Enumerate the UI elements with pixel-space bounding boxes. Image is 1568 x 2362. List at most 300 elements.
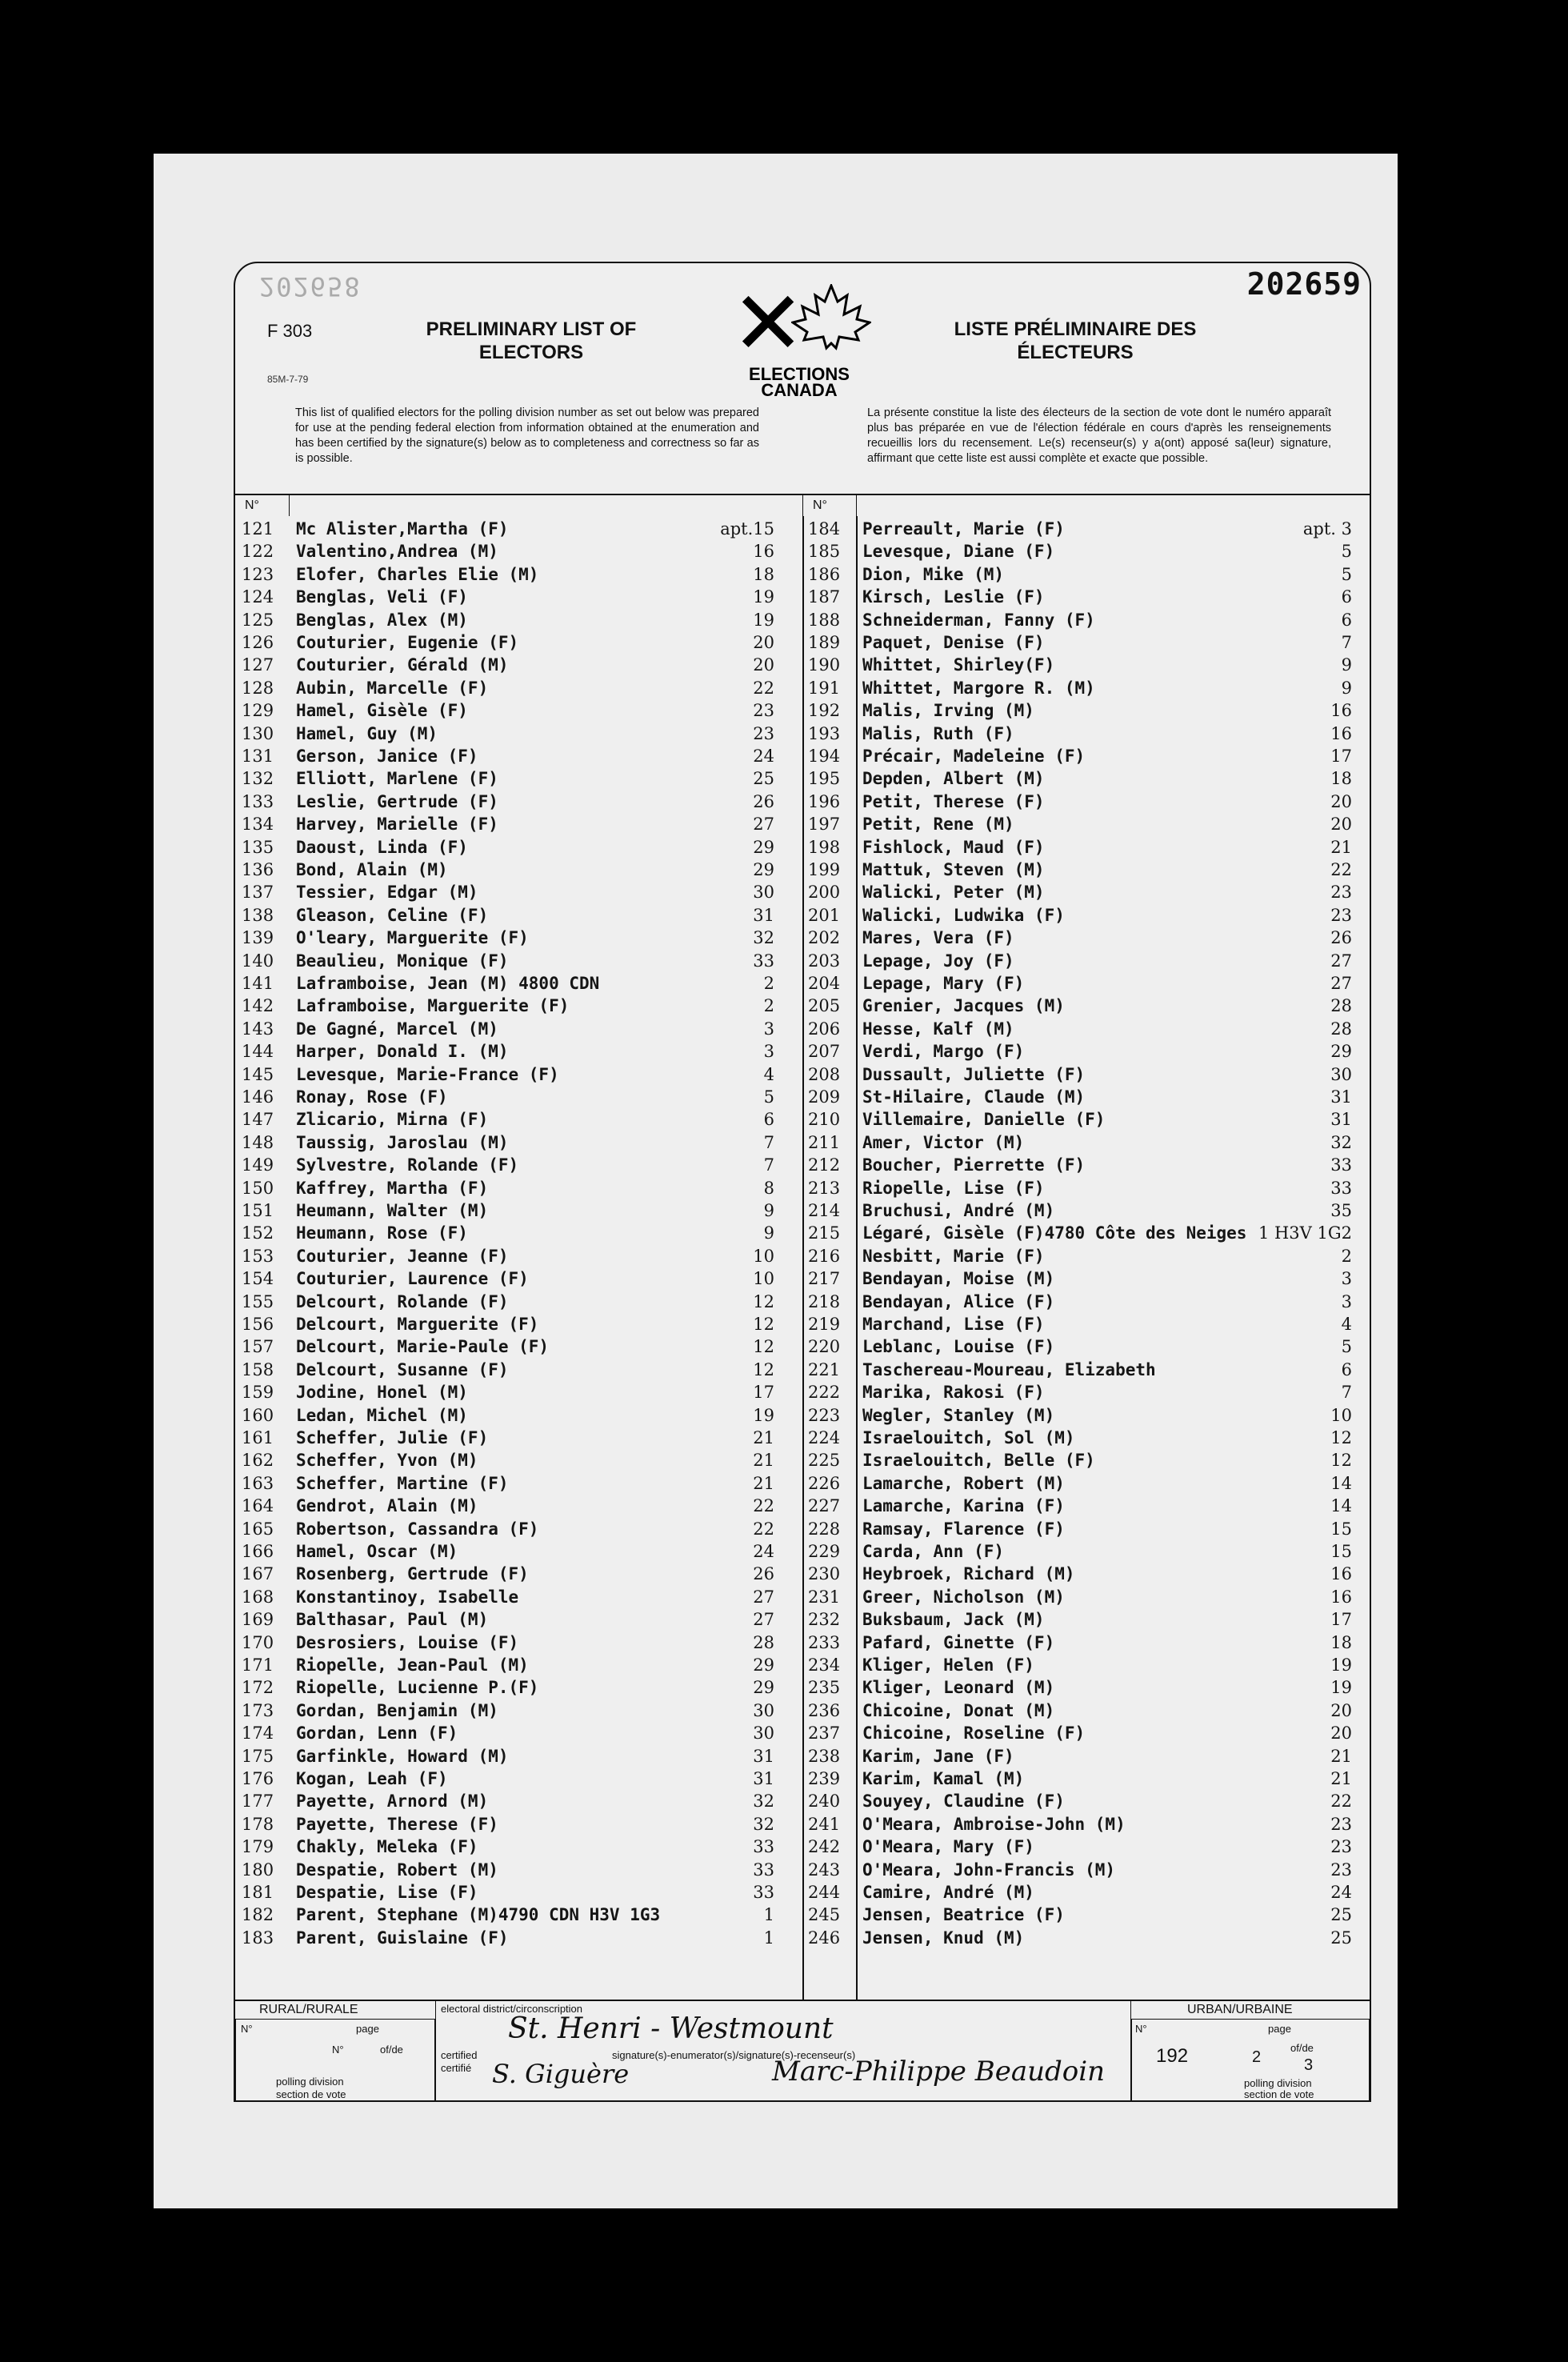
elector-name: Konstantinoy, Isabelle	[296, 1587, 519, 1607]
elector-name: Camire, André (M)	[862, 1883, 1034, 1902]
elector-apartment: 3	[763, 1042, 774, 1062]
elector-number: 186	[808, 564, 841, 584]
logo-line-canada: CANADA	[761, 380, 838, 400]
elector-apartment: 23	[753, 701, 774, 721]
elector-apartment: 19	[753, 1405, 774, 1425]
elector-number: 213	[808, 1178, 841, 1198]
elector-apartment: 23	[1330, 1860, 1352, 1880]
elector-number: 188	[808, 610, 841, 630]
elector-name: Valentino,Andrea (M)	[296, 542, 498, 562]
elector-apartment: 16	[753, 542, 774, 562]
elector-row	[242, 1292, 794, 1315]
elector-name: Balthasar, Paul (M)	[296, 1610, 489, 1630]
elector-row	[808, 1179, 1360, 1201]
elector-name: Levesque, Diane (F)	[862, 542, 1055, 562]
elector-name: Bruchusi, André (M)	[862, 1201, 1055, 1220]
elector-row	[242, 1179, 794, 1201]
elector-number: 209	[808, 1087, 841, 1107]
number-header-left: N°	[235, 495, 290, 516]
elector-name: Petit, Rene (M)	[862, 815, 1014, 835]
elector-row	[808, 1223, 1360, 1246]
elector-name: Kogan, Leah (F)	[296, 1769, 448, 1788]
elector-number: 131	[242, 747, 274, 766]
elector-apartment: 15	[1330, 1519, 1352, 1539]
elector-name: Grenier, Jacques (M)	[862, 996, 1065, 1016]
elector-row	[808, 1292, 1360, 1315]
elector-apartment: 20	[1330, 1700, 1352, 1720]
rural-of-label: of/de	[380, 2044, 403, 2056]
elector-row	[808, 1496, 1360, 1519]
elector-name: Heybroek, Richard (M)	[862, 1564, 1075, 1584]
elector-name: Jensen, Knud (M)	[862, 1928, 1025, 1948]
elector-name: Gordan, Lenn (F)	[296, 1723, 458, 1743]
elector-number: 243	[808, 1860, 841, 1880]
elector-name: Ronay, Rose (F)	[296, 1087, 448, 1107]
elector-name: O'leary, Marguerite (F)	[296, 928, 529, 948]
elector-name: Israelouitch, Belle (F)	[862, 1451, 1095, 1471]
elector-apartment: 27	[1330, 974, 1352, 993]
elector-row	[242, 655, 794, 678]
elector-name: Lamarche, Karina (F)	[862, 1496, 1065, 1516]
elector-row	[808, 1815, 1360, 1837]
certified-label: certified	[441, 2049, 478, 2061]
elector-row	[808, 860, 1360, 883]
elector-name: Perreault, Marie (F)	[862, 519, 1065, 538]
elector-name: Précair, Madeleine (F)	[862, 747, 1086, 766]
elector-apartment: 18	[1330, 1632, 1352, 1652]
elector-row	[242, 633, 794, 655]
elector-apartment: 12	[753, 1337, 774, 1357]
elector-number: 151	[242, 1201, 274, 1220]
elector-row	[242, 1678, 794, 1700]
elector-apartment: 20	[753, 633, 774, 652]
elector-name: Hamel, Oscar (M)	[296, 1542, 458, 1561]
elector-row	[242, 1496, 794, 1519]
elector-apartment: 23	[753, 723, 774, 743]
elector-number: 165	[242, 1519, 274, 1539]
serial-number-mirrored: 202658	[259, 271, 362, 302]
elector-row	[808, 587, 1360, 610]
elector-number: 137	[242, 883, 274, 903]
elector-number: 233	[808, 1632, 841, 1652]
elector-row	[808, 1860, 1360, 1883]
elector-name: Riopelle, Lise (F)	[862, 1178, 1045, 1198]
elector-row	[808, 1633, 1360, 1655]
elector-name: Scheffer, Martine (F)	[296, 1473, 509, 1493]
elector-name: Delcourt, Rolande (F)	[296, 1291, 509, 1311]
elector-name: Marchand, Lise (F)	[862, 1315, 1045, 1334]
elector-apartment: 33	[1330, 1155, 1352, 1175]
rural-box	[235, 2019, 435, 2102]
elector-apartment: 3	[1341, 1291, 1352, 1311]
elector-row	[242, 1110, 794, 1132]
elector-number: 152	[242, 1223, 274, 1243]
elections-canada-logo	[723, 272, 875, 400]
elector-name: Greer, Nicholson (M)	[862, 1587, 1065, 1607]
elector-apartment: 6	[1341, 587, 1352, 607]
elector-apartment: 9	[1341, 655, 1352, 675]
elector-number: 236	[808, 1700, 841, 1720]
elector-number: 212	[808, 1155, 841, 1175]
elector-apartment: 25	[1330, 1928, 1352, 1948]
elector-number: 147	[242, 1110, 274, 1130]
polling-division-number: 192	[1156, 2045, 1189, 2067]
elector-apartment: 10	[753, 1269, 774, 1289]
elector-number: 173	[242, 1700, 274, 1720]
elector-apartment: 30	[753, 883, 774, 903]
elector-name: Heumann, Rose (F)	[296, 1223, 468, 1243]
elector-row	[808, 1428, 1360, 1451]
elector-row	[808, 974, 1360, 996]
elector-number: 140	[242, 951, 274, 971]
elector-row	[808, 1474, 1360, 1496]
elector-number: 182	[242, 1905, 274, 1925]
elector-apartment: 31	[753, 1769, 774, 1788]
elector-apartment: 9	[763, 1201, 774, 1220]
elector-row	[808, 1247, 1360, 1269]
elector-name: Leblanc, Louise (F)	[862, 1337, 1055, 1357]
elector-name: Tessier, Edgar (M)	[296, 883, 478, 903]
elector-name: Levesque, Marie-France (F)	[296, 1064, 559, 1084]
elector-row	[242, 1701, 794, 1723]
elector-apartment: 28	[1330, 1019, 1352, 1039]
elector-name: Souyey, Claudine (F)	[862, 1792, 1065, 1812]
elector-apartment: 30	[753, 1700, 774, 1720]
elector-row	[242, 1406, 794, 1428]
elector-number: 144	[242, 1042, 274, 1062]
elector-name: Whittet, Margore R. (M)	[862, 678, 1095, 698]
elector-apartment: 5	[1341, 1337, 1352, 1357]
elector-row	[808, 1928, 1360, 1951]
elector-number: 180	[242, 1860, 274, 1880]
elector-apartment: 33	[753, 1860, 774, 1880]
elector-number: 228	[808, 1519, 841, 1539]
elector-number: 127	[242, 655, 274, 675]
elector-apartment: 19	[1330, 1678, 1352, 1698]
x-mark-icon: ✕	[731, 272, 806, 374]
elector-row	[242, 1905, 794, 1928]
elector-name: Schneiderman, Fanny (F)	[862, 610, 1095, 630]
elector-name: Verdi, Margo (F)	[862, 1042, 1025, 1062]
elector-apartment: 26	[753, 1564, 774, 1584]
elector-apartment: 5	[1341, 542, 1352, 562]
elector-name: Aubin, Marcelle (F)	[296, 678, 489, 698]
elector-apartment: 18	[1330, 769, 1352, 789]
elector-name: Couturier, Laurence (F)	[296, 1269, 529, 1289]
elector-apartment: apt. 3	[1302, 519, 1352, 538]
elector-name: Delcourt, Marie-Paule (F)	[296, 1337, 550, 1357]
elector-number: 136	[242, 860, 274, 879]
elector-number: 230	[808, 1564, 841, 1584]
elector-number: 134	[242, 815, 274, 835]
elector-name: Daoust, Linda (F)	[296, 837, 468, 857]
elector-apartment: 12	[753, 1315, 774, 1334]
elector-row	[242, 951, 794, 974]
elector-apartment: 12	[1330, 1451, 1352, 1471]
elector-name: Taschereau-Moureau, Elizabeth	[862, 1359, 1156, 1379]
elector-number: 141	[242, 974, 274, 993]
elector-name: Ramsay, Flarence (F)	[862, 1519, 1065, 1539]
elector-apartment: 6	[763, 1110, 774, 1130]
elector-row	[808, 769, 1360, 791]
elector-row	[808, 1155, 1360, 1178]
elector-apartment: 28	[1330, 996, 1352, 1016]
elector-row	[808, 1360, 1360, 1383]
elector-name: O'Meara, Mary (F)	[862, 1837, 1034, 1857]
elector-apartment: 23	[1330, 905, 1352, 925]
elector-name: Mares, Vera (F)	[862, 928, 1014, 948]
elector-number: 169	[242, 1610, 274, 1630]
elector-row	[808, 542, 1360, 564]
elector-name: Bendayan, Moise (M)	[862, 1269, 1055, 1289]
elector-row	[242, 1610, 794, 1632]
elector-apartment: 1	[763, 1928, 774, 1948]
elector-row	[808, 1315, 1360, 1337]
elector-apartment: 29	[1330, 1042, 1352, 1062]
elector-apartment: 27	[1330, 951, 1352, 971]
elector-row	[808, 1019, 1360, 1042]
serial-number: 202659	[1246, 266, 1362, 302]
elector-name: Gendrot, Alain (M)	[296, 1496, 478, 1516]
elector-number: 234	[808, 1655, 841, 1675]
elector-number: 222	[808, 1383, 841, 1403]
column-divider-center	[802, 516, 804, 2000]
elector-apartment: 22	[1330, 860, 1352, 879]
elector-name: Parent, Stephane (M)4790 CDN H3V 1G3	[296, 1905, 661, 1925]
elector-row	[242, 769, 794, 791]
elector-row	[242, 1337, 794, 1359]
elector-number: 164	[242, 1496, 274, 1516]
elector-apartment: 7	[1341, 633, 1352, 652]
elector-row	[808, 1519, 1360, 1542]
elector-apartment: 21	[1330, 1769, 1352, 1788]
elector-row	[242, 1201, 794, 1223]
elector-number: 217	[808, 1269, 841, 1289]
elector-number: 208	[808, 1064, 841, 1084]
elector-number: 158	[242, 1359, 274, 1379]
elector-apartment: 33	[753, 951, 774, 971]
elector-number: 170	[242, 1632, 274, 1652]
elector-number: 246	[808, 1928, 841, 1948]
elector-row	[808, 747, 1360, 769]
elector-number: 167	[242, 1564, 274, 1584]
elector-row	[808, 815, 1360, 837]
intro-english: This list of qualified electors for the polling division number as set out below was prepared for use at the pending federal election from information obtained at the enumeration and has been certified by the signature(s) below as to completeness and correctness so far as is possible.	[295, 406, 759, 465]
elector-number: 192	[808, 701, 841, 721]
elector-name: Jensen, Beatrice (F)	[862, 1905, 1065, 1925]
elector-apartment: 35	[1330, 1201, 1352, 1220]
elector-name: Garfinkle, Howard (M)	[296, 1746, 509, 1766]
rural-no-label: N°	[241, 2023, 253, 2035]
elector-number: 161	[242, 1428, 274, 1447]
rural-page-label: page	[356, 2023, 379, 2035]
elector-apartment: 21	[1330, 837, 1352, 857]
elector-name: Parent, Guislaine (F)	[296, 1928, 509, 1948]
elector-number: 242	[808, 1837, 841, 1857]
elector-name: Buksbaum, Jack (M)	[862, 1610, 1045, 1630]
elector-name: Walicki, Ludwika (F)	[862, 905, 1065, 925]
elector-row	[242, 1837, 794, 1860]
elector-number: 187	[808, 587, 841, 607]
elector-row	[808, 1769, 1360, 1792]
elector-row	[808, 1837, 1360, 1860]
elector-name: Hesse, Kalf (M)	[862, 1019, 1014, 1039]
elector-apartment: 7	[763, 1132, 774, 1152]
elector-apartment: 12	[753, 1359, 774, 1379]
elector-name: Despatie, Lise (F)	[296, 1883, 478, 1902]
elector-name: Carda, Ann (F)	[862, 1542, 1005, 1561]
elector-number: 162	[242, 1451, 274, 1471]
elector-row	[242, 1087, 794, 1110]
elector-number: 143	[242, 1019, 274, 1039]
elector-name: Gordan, Benjamin (M)	[296, 1700, 498, 1720]
elector-row	[808, 996, 1360, 1019]
elector-name: Couturier, Eugenie (F)	[296, 633, 519, 652]
elector-number: 204	[808, 974, 841, 993]
elector-number: 121	[242, 519, 274, 538]
elector-row	[242, 996, 794, 1019]
elector-row	[242, 1042, 794, 1064]
elector-row	[242, 1133, 794, 1155]
elector-number: 189	[808, 633, 841, 652]
elector-row	[808, 1110, 1360, 1132]
elector-number: 155	[242, 1291, 274, 1311]
elector-name: Wegler, Stanley (M)	[862, 1405, 1055, 1425]
elector-name: Hamel, Gisèle (F)	[296, 701, 468, 721]
elector-number: 194	[808, 747, 841, 766]
elector-name: Chakly, Meleka (F)	[296, 1837, 478, 1857]
elector-apartment: 29	[753, 860, 774, 879]
district-value: St. Henri - Westmount	[508, 2012, 834, 2045]
elector-name: Delcourt, Susanne (F)	[296, 1359, 509, 1379]
elector-apartment: 24	[753, 747, 774, 766]
elector-number: 216	[808, 1246, 841, 1266]
urban-box	[1131, 2019, 1370, 2102]
elector-row	[808, 724, 1360, 747]
elector-number: 174	[242, 1723, 274, 1743]
elector-name: Harper, Donald I. (M)	[296, 1042, 509, 1062]
elector-name: Karim, Jane (F)	[862, 1746, 1014, 1766]
form-footer	[235, 2000, 1370, 2102]
elector-name: Malis, Ruth (F)	[862, 723, 1014, 743]
elector-apartment: 32	[753, 1814, 774, 1834]
elector-number: 232	[808, 1610, 841, 1630]
elector-row	[242, 1019, 794, 1042]
elector-row	[242, 1633, 794, 1655]
elector-row	[242, 815, 794, 837]
elector-row	[808, 1655, 1360, 1678]
elector-list-form	[234, 262, 1371, 2102]
elector-name: Walicki, Peter (M)	[862, 883, 1045, 903]
elector-row	[242, 1065, 794, 1087]
elector-number: 150	[242, 1178, 274, 1198]
elector-number: 122	[242, 542, 274, 562]
elector-apartment: 10	[1330, 1405, 1352, 1425]
elector-number: 132	[242, 769, 274, 789]
elector-apartment: 29	[753, 1678, 774, 1698]
elector-number: 237	[808, 1723, 841, 1743]
elector-apartment: 16	[1330, 1564, 1352, 1584]
elector-apartment: 8	[763, 1178, 774, 1198]
elector-apartment: 14	[1330, 1473, 1352, 1493]
urban-of-label: of/de	[1290, 2042, 1314, 2054]
elector-row	[808, 928, 1360, 951]
elector-row	[808, 1406, 1360, 1428]
elector-row	[808, 1201, 1360, 1223]
elector-row	[808, 792, 1360, 815]
elector-apartment: 32	[753, 1792, 774, 1812]
elector-row	[808, 679, 1360, 701]
elector-apartment: 19	[753, 587, 774, 607]
elector-number: 239	[808, 1769, 841, 1788]
signature-enumerator-2: Marc-Philippe Beaudoin	[772, 2056, 1106, 2088]
rural-page-no-label: N°	[332, 2044, 344, 2056]
elector-apartment: 5	[763, 1087, 774, 1107]
elector-name: Chicoine, Donat (M)	[862, 1700, 1055, 1720]
elector-apartment: 23	[1330, 1814, 1352, 1834]
elector-name: Malis, Irving (M)	[862, 701, 1034, 721]
elector-apartment: 4	[1341, 1315, 1352, 1334]
elector-row	[242, 1155, 794, 1178]
elector-row	[242, 1428, 794, 1451]
elector-row	[808, 883, 1360, 905]
elector-apartment: 7	[763, 1155, 774, 1175]
elector-apartment: 25	[753, 769, 774, 789]
elector-number: 195	[808, 769, 841, 789]
column-header-row	[235, 494, 1370, 518]
elector-row	[808, 951, 1360, 974]
elector-apartment: 19	[753, 610, 774, 630]
elector-row	[242, 1247, 794, 1269]
elector-name: Laframboise, Marguerite (F)	[296, 996, 570, 1016]
rural-section-label: section de vote	[276, 2088, 346, 2100]
elector-apartment: 21	[753, 1473, 774, 1493]
elector-name: Bendayan, Alice (F)	[862, 1291, 1055, 1311]
elector-name: Couturier, Jeanne (F)	[296, 1246, 509, 1266]
elector-name: Delcourt, Marguerite (F)	[296, 1315, 539, 1334]
elector-number: 130	[242, 723, 274, 743]
elector-row	[242, 611, 794, 633]
elector-name: Fishlock, Maud (F)	[862, 837, 1045, 857]
elector-row	[242, 1883, 794, 1905]
elector-row	[242, 838, 794, 860]
elector-name: Mc Alister,Martha (F)	[296, 519, 509, 538]
elector-row	[242, 860, 794, 883]
elector-number: 211	[808, 1132, 841, 1152]
elector-name: Benglas, Alex (M)	[296, 610, 468, 630]
rural-polling-label: polling division	[276, 2076, 344, 2088]
elector-row	[242, 1815, 794, 1837]
elector-name: Taussig, Jaroslau (M)	[296, 1132, 509, 1152]
elector-name: Riopelle, Lucienne P.(F)	[296, 1678, 539, 1698]
elector-row	[242, 1587, 794, 1610]
elector-name: Gleason, Celine (F)	[296, 905, 489, 925]
elector-apartment: 12	[1330, 1428, 1352, 1447]
elector-number: 156	[242, 1315, 274, 1334]
elector-number: 240	[808, 1792, 841, 1812]
elector-number: 215	[808, 1223, 841, 1243]
elector-name: Jodine, Honel (M)	[296, 1383, 468, 1403]
intro-french: La présente constitue la liste des électeurs de la section de vote dont le numéro apparaît plus bas préparée en vue de l'élection fédérale en cours d'après les renseignements recueillis lors du recensement. Le(s) recenseur(s) y a(ont) apposé sa(leur) signature, affirmant que cette liste est aussi complète et exacte que possible.	[867, 406, 1331, 465]
elector-apartment: 33	[753, 1883, 774, 1902]
elector-number: 191	[808, 678, 841, 698]
elector-name: Elofer, Charles Elie (M)	[296, 564, 539, 584]
elector-number: 196	[808, 791, 841, 811]
elector-name: Villemaire, Danielle (F)	[862, 1110, 1106, 1130]
elector-row	[242, 1564, 794, 1587]
elector-name: Kliger, Leonard (M)	[862, 1678, 1055, 1698]
form-date-code: 85M-7-79	[267, 374, 309, 385]
